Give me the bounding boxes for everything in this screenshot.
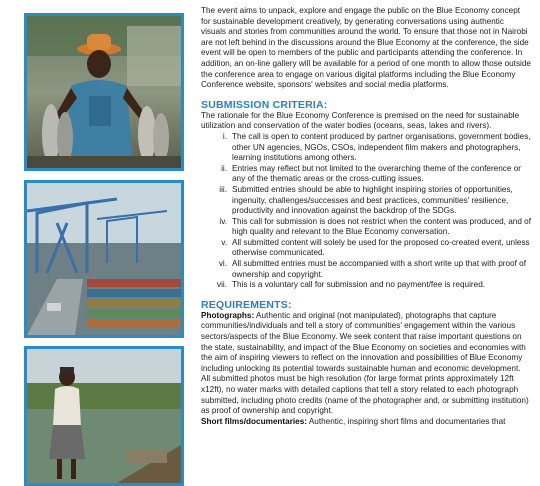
photographs-label: Photographs: [201,310,255,320]
photographs-paragraph: Photographs: Authentic and original (not manipulated), photographs that capture communities/individuals and tell a story of communities' engagement within the various sectors/aspects of the Blue Economy. We seek content that raise important questions on the state, sustainability, and impact of the Blue Economy on societies and economies with the aim of inspiring viewers to reflect on the innovation and possibilities of Blue Economy including unlocking its potential towards sustainable human and economic development. [201,310,526,373]
requirements-heading: REQUIREMENTS: [201,298,292,311]
criteria-list [201,132,531,291]
list-item: iii. Submitted entries should be able to highlight inspiring stories of opportunities, ingenuity, challenges/successes and best practices, communities' resilience, productivity and innovation against the backdrop of the SDGs. [219,184,513,216]
list-item: ii. Entries may reflect but not limited to the overarching theme of the conference or any of the thematic areas or the cross-cutting issues. [221,163,521,184]
list-item: iv. This call for submission is does not restrict when the content was produced, and of high quality and relevant to the Blue Economy conversation. [219,216,531,237]
port-cranes-photo [24,180,184,338]
films-label: Short films/documentaries: [201,416,308,426]
photo-specs-paragraph: All submitted photos must be high resolution (for large format prints approximately 12ft x12ft), no water marks with detailed captions that tell a story related to each photograph submitted, including photo credits (name of the photographer and, or submitting institution) as proof of ownership and copyright. [201,374,529,416]
fisherman-photo [24,13,184,171]
document-text [201,6,531,427]
intro-paragraph: The event aims to unpack, explore and engage the public on the Blue Economy concept for sustainable development creatively, by generating conversations using authentic visuals and stories from communities around the world. To ensure that those not in Nairobi are not left behind in the discussions around the Blue Economy at the conference, the side event will be open to members of the public and participants attending the conference. In addition, an on-line gallery will be available for a period of one month to allow those outside the conference area to engage on various digital platforms including the Blue Economy Conference website, sponsors' websites and social media platforms. [201,6,531,90]
submission-criteria-heading: SUBMISSION CRITERIA: [201,98,328,111]
woman-shore-photo [24,346,184,486]
list-item: vi. All submitted entries must be accompanied with a short write up that with proof of ownership and copyright. [218,259,526,279]
list-item: i. The call is open to content produced by partner organisations, government bodies, other UN agencies, NGOs, CSOs, independent film makers and photographers, learning institutions among others. [222,131,531,163]
films-paragraph: Short films/documentaries: Authentic, inspiring short films and documentaries that [201,416,506,426]
rationale-paragraph: The rationale for the Blue Economy Conference is premised on the need for sustainable utilization and conservation of the water bodies (oceans, seas, lakes and rivers). [201,110,520,131]
list-item: vii. This is a voluntary call for submission and no payment/fee is required. [216,280,486,290]
list-item: v. All submitted content will solely be used for the proposed co-created event, unless otherwise communicated. [221,237,530,258]
